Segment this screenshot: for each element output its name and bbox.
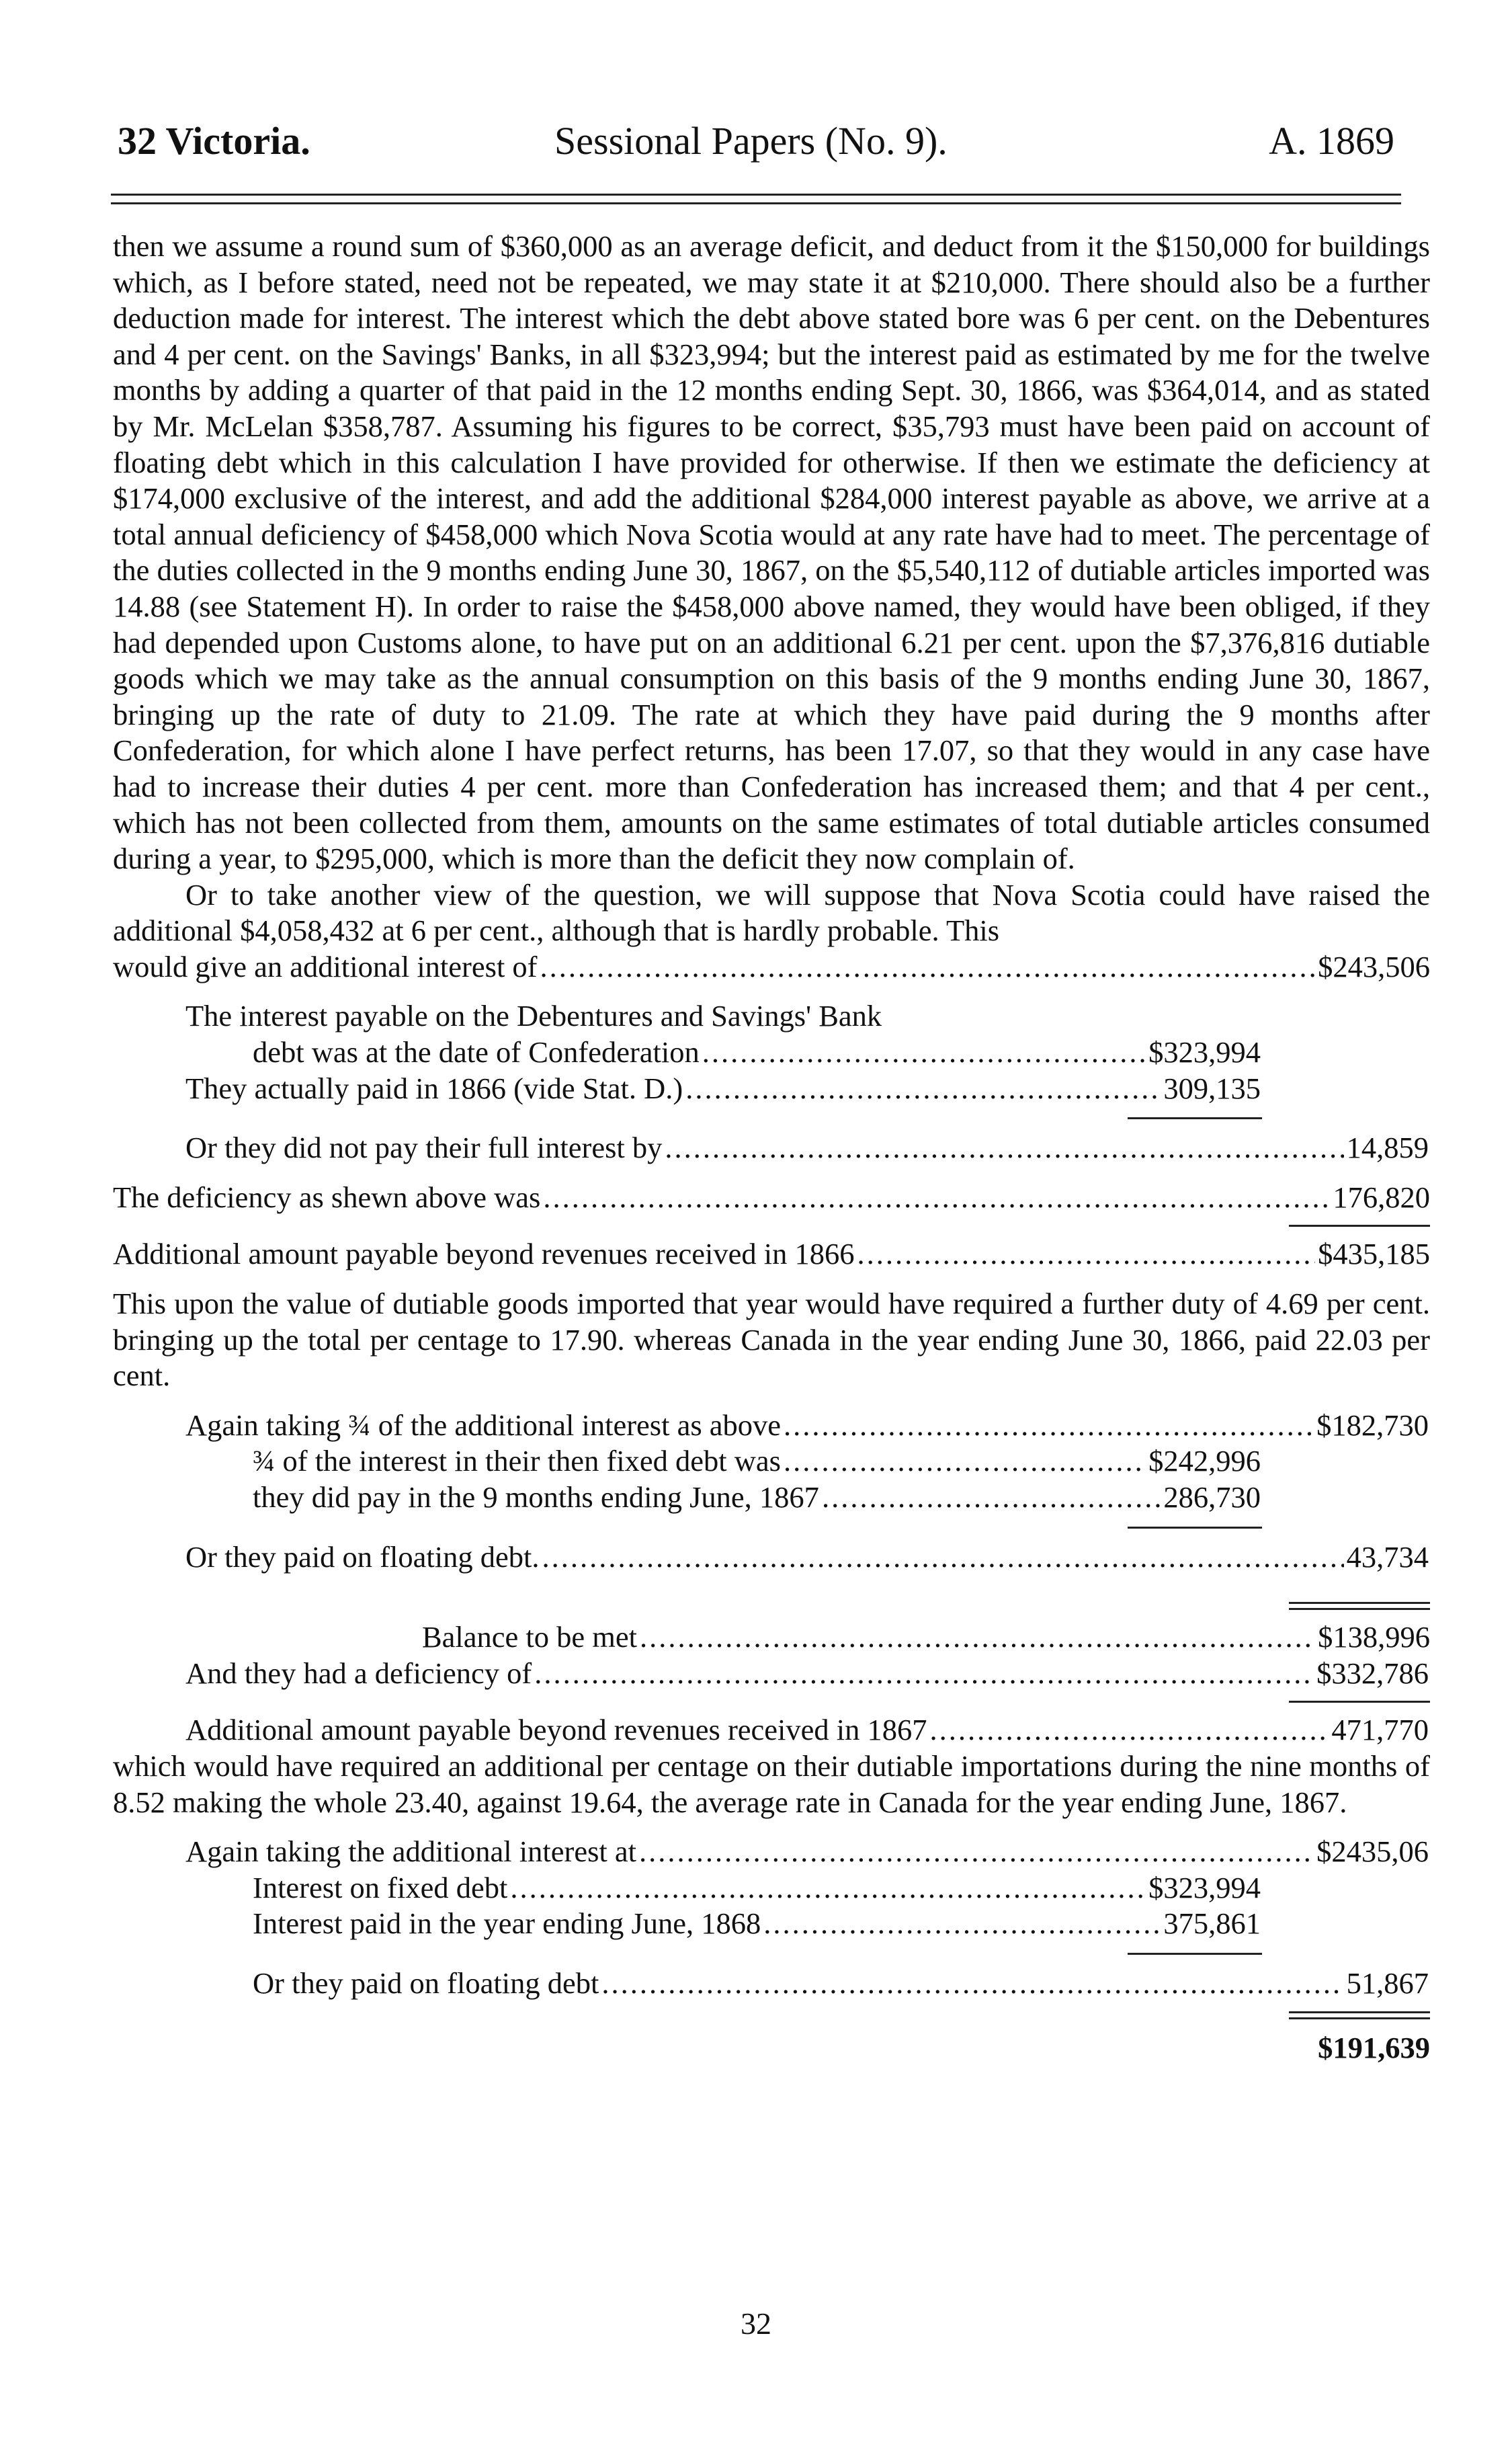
line-again-additional-interest <box>185 1834 1429 1870</box>
line-label: Interest on fixed debt <box>253 1870 508 1904</box>
leader-dots <box>542 1539 1343 1576</box>
sum-rule <box>1128 1527 1262 1529</box>
line-value: $435,185 <box>1318 1237 1430 1271</box>
line-fixed-debt-interest <box>253 1443 1261 1480</box>
paragraph-dutiable-1866: This upon the value of dutiable goods imported that year would have required a further duty of 4.69 per cent. bringing up the total per centage to 17.90. whereas Canada in the year ending June 30, 1866, paid 22.03 per cent. <box>113 1287 1430 1393</box>
line-value: 375,861 <box>1163 1906 1261 1941</box>
leader-dots <box>601 1966 1343 2002</box>
line-value: 286,730 <box>1163 1480 1261 1514</box>
line-label: The deficiency as shewn above was <box>113 1180 541 1214</box>
line-value: 43,734 <box>1346 1539 1429 1574</box>
line-label: Or they paid on floating debt <box>253 1966 599 2000</box>
line-label: Interest paid in the year ending June, 1868 <box>253 1906 761 1941</box>
line-label: debt was at the date of Confederation <box>253 1035 700 1070</box>
leader-dots <box>857 1236 1316 1273</box>
sum-rule <box>1128 1953 1262 1955</box>
line-value: 14,859 <box>1346 1131 1429 1165</box>
line-interest-payable-heading <box>185 998 1261 1035</box>
line-label: And they had a deficiency of <box>185 1656 532 1690</box>
page-number: 32 <box>741 2306 771 2341</box>
leader-dots <box>639 1834 1314 1870</box>
line-additional-1867 <box>185 1712 1429 1748</box>
line-value: $242,996 <box>1148 1444 1261 1478</box>
line-label: would give an additional interest of <box>113 949 538 983</box>
leader-dots <box>930 1712 1329 1748</box>
leader-dots <box>543 1180 1330 1216</box>
header-year: A. 1869 <box>1269 119 1394 163</box>
line-balance-to-be-met <box>422 1619 1430 1656</box>
document-body <box>113 229 1430 2066</box>
line-value: 51,867 <box>1346 1966 1429 2000</box>
line-label: Or they did not pay their full interest by <box>185 1131 663 1165</box>
line-paid-9-months-1867 <box>253 1480 1261 1516</box>
page-header <box>111 114 1401 168</box>
header-session: 32 Victoria. <box>118 119 310 163</box>
line-additional-interest <box>113 949 1430 985</box>
line-label: Again taking the additional interest at <box>185 1834 637 1869</box>
header-double-rule <box>111 194 1401 204</box>
line-deficiency-shewn <box>113 1180 1430 1216</box>
line-floating-debt-1868 <box>253 1966 1429 2002</box>
line-label: Additional amount payable beyond revenues received in 1866 <box>113 1237 855 1271</box>
line-value: $323,994 <box>1148 1035 1261 1070</box>
header-title: Sessional Papers (No. 9). <box>554 119 948 163</box>
sum-double-rule <box>1289 2011 1430 2019</box>
line-label: Again taking ¾ of the additional interest as above <box>185 1408 782 1442</box>
line-value: 309,135 <box>1163 1071 1261 1105</box>
leader-dots <box>534 1656 1314 1692</box>
leader-dots <box>640 1619 1315 1656</box>
line-value: $138,996 <box>1318 1620 1430 1654</box>
line-label: Additional amount payable beyond revenues received in 1867 <box>185 1713 927 1747</box>
sum-rule <box>1289 1225 1430 1227</box>
paragraph-another-view: Or to take another view of the question, we will suppose that Nova Scotia could have raised the additional $4,058,432 at 6 per cent., although that is hardly probable. This <box>113 877 1430 948</box>
line-label: The interest payable on the Debentures and Savings' Bank <box>185 999 882 1033</box>
line-value: $243,506 <box>1318 949 1430 983</box>
leader-dots <box>784 1443 1146 1480</box>
paragraph-dutiable-1867: which would have required an additional per centage on their dutiable importations during the nine months of 8.52 making the whole 23.40, against 19.64, the average rate in Canada for the year ending June, 1867. <box>113 1748 1430 1819</box>
leader-dots <box>784 1408 1314 1444</box>
line-value: 471,770 <box>1331 1713 1429 1747</box>
line-floating-debt-1867 <box>185 1539 1429 1576</box>
sum-double-rule <box>1289 1602 1430 1610</box>
leader-dots <box>702 1035 1146 1071</box>
line-had-deficiency <box>185 1656 1429 1692</box>
grand-total: $191,639 <box>1318 2030 1430 2064</box>
leader-dots <box>685 1071 1161 1107</box>
leader-dots <box>763 1906 1161 1942</box>
line-value: $332,786 <box>1316 1656 1429 1690</box>
line-not-pay-full-interest <box>185 1130 1429 1166</box>
sum-rule <box>1128 1117 1262 1119</box>
line-interest-fixed-debt <box>253 1870 1261 1906</box>
leader-dots <box>540 949 1316 985</box>
paragraph-deficit: then we assume a round sum of $360,000 as an average deficit, and deduct from it the $150,000 for buildings which, as I before stated, need not be repeated, we may state it at $210,000. There should also be a further deduction made for interest. The interest which the debt above stated bore was 6 per cent. on the Debentures and 4 per cent. on the Savings' Banks, in all $323,994; but the interest paid as estimated by me for the twelve months by adding a quarter of that paid in the 12 months ending Sept. 30, 1866, was $364,014, and as stated by Mr. McLelan $358,787. Assuming his figures to be correct, $35,793 must have been paid on account of floating debt which in this calculation I have provided for otherwise. If then we estimate the deficiency at $174,000 exclusive of the interest, and add the additional $284,000 interest payable as above, we arrive at a total annual deficiency of $458,000 which Nova Scotia would at any rate have had to meet. The percentage of the duties collected in the 9 months ending June 30, 1867, on the $5,540,112 of dutiable articles imported was 14.88 (see Statement H). In order to raise the $458,000 above named, they would have been obliged, if they had depended upon Customs alone, to have put on an additional 6.21 per cent. upon the $7,376,816 dutiable goods which we may take as the annual consumption on this basis of the 9 months ending June 30, 1867, bringing up the rate of duty to 21.09. The rate at which they have paid during the 9 months after Confederation, for which alone I have perfect returns, has been 17.07, so that they would in any case have had to increase their duties 4 per cent. more than Confederation has increased them; and that 4 per cent., which has not been collected from them, amounts on the same estimates of total dutiable articles consumed during a year, to $295,000, which is more than the deficit they now complain of. <box>113 229 1430 876</box>
leader-dots <box>822 1480 1161 1516</box>
leader-dots <box>665 1130 1343 1166</box>
line-interest-paid-1868 <box>253 1906 1261 1942</box>
line-value: $2435,06 <box>1316 1834 1429 1869</box>
line-three-quarter-interest <box>185 1408 1429 1444</box>
line-value: $182,730 <box>1316 1408 1429 1442</box>
line-label: they did pay in the 9 months ending June, 1867 <box>253 1480 819 1514</box>
line-actually-paid-1866 <box>185 1071 1261 1107</box>
line-debt-confederation <box>253 1035 1261 1071</box>
line-label: ¾ of the interest in their then fixed debt was <box>253 1444 781 1478</box>
line-label: Balance to be met <box>422 1620 638 1654</box>
line-label: They actually paid in 1866 (vide Stat. D.) <box>185 1071 683 1105</box>
line-value: $323,994 <box>1148 1870 1261 1904</box>
leader-dots <box>510 1870 1146 1906</box>
line-value: 176,820 <box>1333 1180 1430 1214</box>
line-label: Or they paid on floating debt. <box>185 1539 540 1574</box>
sum-rule <box>1289 1701 1430 1703</box>
line-additional-1866 <box>113 1236 1430 1273</box>
